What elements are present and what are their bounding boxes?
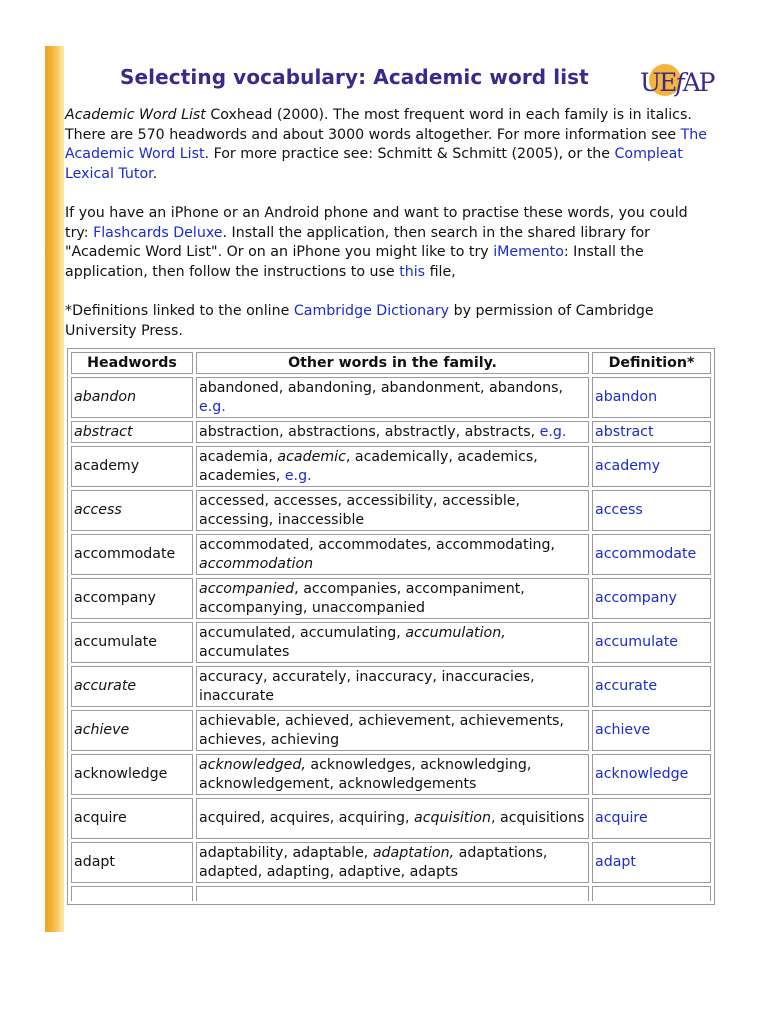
family-word-text: acknowledges, acknowledging, acknowledgement, acknowledgements (199, 756, 532, 792)
this-file-link[interactable]: this (399, 263, 426, 280)
table-row (71, 534, 711, 575)
family-words-cell (196, 754, 589, 795)
family-word-text: acknowledged, (199, 756, 306, 773)
family-word-text: adaptability, adaptable, (199, 844, 373, 861)
headword-cell (71, 421, 193, 443)
definition-cell (592, 754, 711, 795)
cambridge-dictionary-link[interactable]: Cambridge Dictionary (293, 303, 450, 319)
family-word-text: academia, (199, 448, 278, 465)
intro-text (65, 106, 715, 361)
headword-cell (71, 446, 193, 487)
definition-cell (592, 666, 711, 707)
word-list-table-wrap (67, 348, 715, 905)
headword-cell (71, 490, 193, 531)
word-list-table (67, 348, 715, 905)
definition-cell (592, 421, 711, 443)
definition-link[interactable]: acknowledge (595, 766, 689, 782)
sidebar-edge (62, 46, 64, 932)
definition-cell (592, 710, 711, 751)
family-word-text: abstraction, abstractions, abstractly, abstracts, (199, 423, 540, 440)
headword-cell (71, 710, 193, 751)
header-definition: Definition* (592, 352, 711, 374)
headword: accurate (74, 678, 137, 694)
table-row (71, 446, 711, 487)
family-words-cell (196, 377, 589, 418)
headword: adapt (74, 854, 115, 870)
definition-cell (592, 490, 711, 531)
definition-link[interactable]: accommodate (595, 546, 697, 562)
example-link[interactable]: e.g. (284, 467, 312, 484)
page-title: Selecting vocabulary: Academic word list (120, 65, 589, 89)
flashcards-deluxe-link[interactable]: Flashcards Deluxe (93, 224, 223, 241)
headword-cell (71, 798, 193, 839)
family-word-text: accuracy, accurately, inaccuracy, inaccuracies, inaccurate (199, 668, 535, 704)
definition-cell (592, 377, 711, 418)
table-row (71, 377, 711, 418)
empty-cell (196, 886, 589, 901)
family-words-cell (196, 710, 589, 751)
table-row (71, 710, 711, 751)
family-word-text: acquired, acquires, acquiring, (199, 810, 415, 826)
family-word-text: accessed, accesses, accessibility, accessible, accessing, inaccessible (199, 492, 520, 528)
headword: accumulate (74, 634, 158, 650)
headword-cell (71, 534, 193, 575)
definition-cell (592, 622, 711, 663)
headword: acquire (74, 810, 127, 826)
headword: acknowledge (74, 766, 168, 782)
logo-text-ap: AP (682, 68, 714, 97)
headword: accommodate (74, 546, 176, 562)
definition-link[interactable]: access (595, 502, 643, 518)
example-link[interactable]: e.g. (539, 423, 567, 440)
definition-link[interactable]: adapt (595, 854, 636, 870)
family-words-cell (196, 534, 589, 575)
uefap-logo (640, 68, 713, 97)
header-other-words: Other words in the family. (196, 352, 589, 374)
definition-link[interactable]: accompany (595, 590, 677, 606)
table-row (71, 421, 711, 443)
table-row (71, 622, 711, 663)
family-word-text: abandoned, abandoning, abandonment, abandons, (199, 379, 563, 396)
logo-text-ue: UE (640, 68, 676, 97)
headword-cell (71, 842, 193, 883)
family-word-text: adaptation, (372, 844, 455, 861)
family-words-cell (196, 446, 589, 487)
family-word-text: , academically, academics, academies, (199, 448, 538, 484)
headword: access (74, 502, 122, 518)
family-words-cell (196, 622, 589, 663)
definition-link[interactable]: academy (595, 458, 661, 474)
table-row (71, 490, 711, 531)
family-word-text: accompanied (199, 580, 295, 597)
definition-link[interactable]: acquire (595, 810, 648, 826)
family-word-text: adaptations, adapted, adapting, adaptive, adapts (199, 844, 548, 880)
headword-cell (71, 622, 193, 663)
family-word-text: accommodated, accommodates, accommodating, (199, 536, 556, 553)
intro-paragraph-3: *Definitions linked to the online Cambridge Dictionary by permission of Cambridge University Press. (65, 303, 654, 339)
empty-cell (592, 886, 711, 901)
table-row (71, 842, 711, 883)
table-row (71, 578, 711, 619)
intro-paragraph-1: Academic Word List Coxhead (2000). The most frequent word in each family is in italics. There are 570 headwords and about 3000 words altogether. For more information see The Academic Word List. For more practice see: Schmitt & Schmitt (2005), or the Compleat Lexical Tutor. (65, 107, 707, 182)
family-word-text: academic (277, 448, 346, 465)
headword: academy (74, 458, 140, 474)
family-words-cell (196, 666, 589, 707)
definition-cell (592, 446, 711, 487)
family-word-text: accommodation (199, 555, 314, 572)
headword-cell (71, 666, 193, 707)
awl-italic: Academic Word List (65, 107, 206, 123)
imemento-link[interactable]: iMemento (493, 244, 564, 260)
definition-cell (592, 578, 711, 619)
family-word-text: accumulated, accumulating, (199, 624, 406, 641)
definition-cell (592, 534, 711, 575)
table-row (71, 754, 711, 795)
family-word-text: achievable, achieved, achievement, achievements, achieves, achieving (199, 712, 564, 748)
definition-cell (592, 842, 711, 883)
family-word-text: accumulates (199, 643, 290, 660)
definition-link[interactable]: accurate (595, 678, 658, 694)
headword-cell (71, 754, 193, 795)
table-header-row (71, 352, 711, 374)
definition-link[interactable]: abstract (595, 423, 654, 440)
table-body (71, 377, 711, 901)
family-words-cell (196, 421, 589, 443)
table-row (71, 666, 711, 707)
family-word-text: , accompanies, accompaniment, accompanying, unaccompanied (199, 580, 525, 616)
headword: abstract (74, 423, 133, 440)
headword: achieve (74, 722, 130, 738)
family-word-text: , acquisitions (490, 810, 585, 826)
table-row-partial (71, 886, 711, 901)
definition-cell (592, 798, 711, 839)
empty-cell (71, 886, 193, 901)
definition-link[interactable]: accumulate (595, 634, 679, 650)
table-row (71, 798, 711, 839)
family-words-cell (196, 798, 589, 839)
lexical-tutor-link[interactable]: Compleat Lexical Tutor (65, 146, 683, 182)
family-words-cell (196, 842, 589, 883)
decorative-sidebar-bar (45, 46, 62, 932)
family-words-cell (196, 578, 589, 619)
example-link[interactable]: e.g. (199, 398, 226, 415)
awl-link[interactable]: The Academic Word List (65, 126, 707, 162)
family-words-cell (196, 490, 589, 531)
headword: abandon (74, 389, 137, 405)
headword-cell (71, 578, 193, 619)
headword: accompany (74, 590, 156, 606)
family-word-text: acquisition (414, 810, 491, 826)
logo-text-f: f (675, 68, 683, 97)
definition-link[interactable]: achieve (595, 722, 651, 738)
intro-paragraph-2: If you have an iPhone or an Android phone and want to practise these words, you could try: Flashcards Deluxe. Install the application, then search in the shared library for "Academic Word List". Or on an iPhone you might like to try iMemento: Install the application, then follow the instructions to use this file, (65, 205, 688, 280)
headword-cell (71, 377, 193, 418)
family-word-text: accumulation, (405, 624, 506, 641)
definition-link[interactable]: abandon (595, 389, 658, 405)
header-headwords: Headwords (71, 352, 193, 374)
